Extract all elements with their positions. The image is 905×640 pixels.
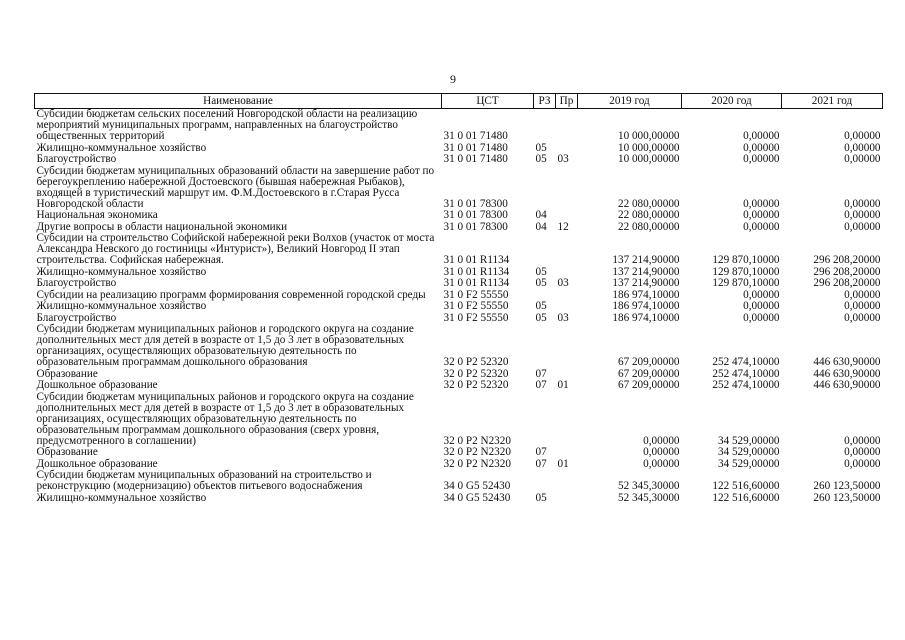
cell-2020: 0,00000 xyxy=(743,311,780,324)
cell-rz: 07 xyxy=(535,457,547,470)
cell-2019: 137 214,90000 xyxy=(612,265,680,278)
cell-2021: 0,00000 xyxy=(844,197,881,210)
cell-cst: 32 0 P2 52320 xyxy=(443,367,509,380)
cell-rz: 05 xyxy=(535,277,547,289)
table-row xyxy=(35,324,883,369)
cell-rz: 07 xyxy=(535,379,547,391)
cell-2021: 0,00000 xyxy=(844,141,881,154)
cell-2021: 0,00000 xyxy=(844,153,881,165)
cell-rz: 05 xyxy=(535,311,547,324)
header-rz: РЗ xyxy=(534,94,556,109)
cell-cst: 31 0 01 71480 xyxy=(443,153,508,165)
cell-pr: 03 xyxy=(557,277,569,289)
cell-2020: 129 870,10000 xyxy=(712,254,780,266)
cell-rz xyxy=(534,470,556,493)
cell-2021: 260 123,50000 xyxy=(813,480,881,492)
cell-2020: 0,00000 xyxy=(743,130,780,142)
cell-name: Национальная экономика xyxy=(36,209,158,221)
table-row xyxy=(35,470,883,493)
cell-cst: 31 0 01 R1134 xyxy=(443,277,510,289)
cell-cst: 32 0 P2 52320 xyxy=(443,356,509,368)
cell-2020: 252 474,10000 xyxy=(712,379,780,391)
cell-cst: 31 0 F2 55550 xyxy=(443,288,509,301)
header-2019: 2019 год xyxy=(578,94,682,109)
table-header-row xyxy=(35,94,883,109)
cell-2019: 67 209,00000 xyxy=(617,367,680,380)
cell-pr: 03 xyxy=(557,153,569,165)
header-pr: Пр xyxy=(556,94,578,109)
cell-name: Жилищно-коммунальное хозяйство xyxy=(36,265,207,278)
cell-2021: 0,00000 xyxy=(844,130,881,142)
cell-pr xyxy=(556,392,578,448)
cell-cst: 32 0 P2 52320 xyxy=(443,379,509,391)
cell-cst: 32 0 P2 N2320 xyxy=(443,434,511,447)
cell-2019: 137 214,90000 xyxy=(612,277,680,289)
cell-2020: 0,00000 xyxy=(743,288,780,301)
cell-rz: 05 xyxy=(535,265,547,278)
cell-cst: 31 0 01 78300 xyxy=(443,209,508,221)
page-number: 9 xyxy=(450,72,456,86)
cell-2020: 34 529,00000 xyxy=(717,434,780,447)
cell-cst: 34 0 G5 52430 xyxy=(443,480,511,492)
table-row xyxy=(35,210,883,222)
cell-pr xyxy=(556,324,578,369)
cell-name: Субсидии бюджетам муниципальных образований на строительство и реконструкцию (модернизацию) объектов питьевого водоснабжения xyxy=(36,469,372,492)
cell-cst: 31 0 01 R1134 xyxy=(443,265,510,278)
cell-cst: 31 0 F2 55550 xyxy=(443,300,509,312)
cell-name: Дошкольное образование xyxy=(36,379,158,391)
cell-pr xyxy=(556,166,578,211)
cell-2020: 129 870,10000 xyxy=(712,265,780,278)
cell-name: Образование xyxy=(36,367,98,380)
cell-2020: 252 474,10000 xyxy=(712,356,780,368)
cell-rz xyxy=(534,324,556,369)
cell-cst: 31 0 01 78300 xyxy=(443,220,508,233)
cell-rz xyxy=(534,392,556,448)
cell-pr: 01 xyxy=(557,379,569,391)
cell-2020: 0,00000 xyxy=(743,300,780,312)
header-cst: ЦСТ xyxy=(442,94,534,109)
cell-2020: 0,00000 xyxy=(743,197,780,210)
cell-pr xyxy=(556,290,578,302)
cell-2019: 0,00000 xyxy=(643,446,680,458)
cell-name: Жилищно-коммунальное хозяйство xyxy=(36,300,207,312)
cell-2019: 186 974,10000 xyxy=(612,288,680,301)
cell-2019: 186 974,10000 xyxy=(612,300,680,312)
cell-2019: 22 080,00000 xyxy=(617,209,680,221)
cell-name: Другие вопросы в области национальной экономики xyxy=(36,220,288,233)
cell-2020: 34 529,00000 xyxy=(717,446,780,458)
cell-cst: 31 0 F2 55550 xyxy=(443,311,509,324)
cell-2020: 0,00000 xyxy=(743,141,780,154)
cell-pr xyxy=(556,447,578,459)
cell-pr: 01 xyxy=(557,457,569,470)
cell-name: Жилищно-коммунальное хозяйство xyxy=(36,491,207,504)
cell-name: Жилищно-коммунальное хозяйство xyxy=(36,141,207,154)
cell-2021: 0,00000 xyxy=(844,457,881,470)
cell-name: Субсидии бюджетам муниципальных районов и городского округа на создание дополнительных мест для детей в возрасте от 1,5 до 3 лет в образовательных организациях, осуществляющих образовательную деятельность по образовательным программам дошкольного образования (сверх уровня, предусмотренного в соглашении) xyxy=(36,390,414,447)
table-row xyxy=(35,301,883,313)
cell-pr xyxy=(556,109,578,143)
cell-pr xyxy=(556,210,578,222)
cell-rz: 05 xyxy=(535,491,547,504)
cell-rz: 04 xyxy=(535,220,547,233)
cell-2021: 296 208,20000 xyxy=(813,265,881,278)
cell-2021: 446 630,90000 xyxy=(813,367,881,380)
cell-name: Субсидии на реализацию программ формирования современной городской среды xyxy=(36,288,426,301)
cell-2021: 296 208,20000 xyxy=(813,277,881,289)
cell-2021: 0,00000 xyxy=(844,434,881,447)
table-body xyxy=(35,109,883,505)
header-2020: 2020 год xyxy=(682,94,782,109)
table-row xyxy=(35,109,883,143)
cell-2020: 34 529,00000 xyxy=(717,457,780,470)
cell-rz xyxy=(534,109,556,143)
cell-2019: 137 214,90000 xyxy=(612,254,680,266)
table-row xyxy=(35,493,883,505)
cell-cst: 31 0 01 71480 xyxy=(443,141,508,154)
cell-pr xyxy=(556,493,578,505)
cell-pr xyxy=(556,470,578,493)
cell-rz: 07 xyxy=(535,367,547,380)
budget-table xyxy=(34,93,883,504)
cell-cst: 31 0 01 78300 xyxy=(443,197,508,210)
cell-name: Образование xyxy=(36,446,98,458)
cell-2020: 252 474,10000 xyxy=(712,367,780,380)
cell-rz: 05 xyxy=(535,300,547,312)
cell-2021: 446 630,90000 xyxy=(813,379,881,391)
cell-2019: 0,00000 xyxy=(643,457,680,470)
table-row xyxy=(35,278,883,290)
cell-2020: 0,00000 xyxy=(743,209,780,221)
cell-2019: 52 345,30000 xyxy=(617,491,680,504)
cell-2019: 67 209,00000 xyxy=(617,356,680,368)
cell-name: Благоустройство xyxy=(36,277,117,289)
cell-rz: 04 xyxy=(535,209,547,221)
cell-2021: 260 123,50000 xyxy=(813,491,881,504)
cell-2020: 129 870,10000 xyxy=(712,277,780,289)
cell-2021: 0,00000 xyxy=(844,220,881,233)
cell-name: Дошкольное образование xyxy=(36,457,158,470)
cell-pr xyxy=(556,301,578,313)
cell-2021: 0,00000 xyxy=(844,288,881,301)
cell-2021: 0,00000 xyxy=(844,209,881,221)
cell-2020: 0,00000 xyxy=(743,220,780,233)
cell-cst: 32 0 P2 N2320 xyxy=(443,446,511,458)
header-2021: 2021 год xyxy=(782,94,883,109)
cell-pr: 12 xyxy=(557,220,569,233)
cell-2019: 10 000,00000 xyxy=(617,153,680,165)
cell-2021: 0,00000 xyxy=(844,300,881,312)
header-name: Наименование xyxy=(35,94,442,109)
cell-name: Субсидии бюджетам муниципальных образований области на завершение работ по берегоукреплению набережной Достоевского (бывшая набережная Рыбаков), входящей в туристический маршрут им. Ф.М.Достоевского в г.Старая Русса Новгородской области xyxy=(36,164,435,210)
table-row xyxy=(35,392,883,448)
cell-rz xyxy=(534,233,556,267)
table-row xyxy=(35,233,883,267)
cell-2019: 22 080,00000 xyxy=(617,197,680,210)
cell-name: Субсидии бюджетам сельских поселений Новгородской области на реализацию мероприятий муниципальных программ, направленных на благоустройство общественных территорий xyxy=(36,108,418,142)
cell-rz: 07 xyxy=(535,446,547,458)
cell-2019: 186 974,10000 xyxy=(612,311,680,324)
table-row xyxy=(35,447,883,459)
cell-2021: 0,00000 xyxy=(844,446,881,458)
cell-pr: 03 xyxy=(557,311,569,324)
cell-2019: 52 345,30000 xyxy=(617,480,680,492)
cell-name: Благоустройство xyxy=(36,311,117,324)
cell-2019: 22 080,00000 xyxy=(617,220,680,233)
cell-cst: 31 0 01 71480 xyxy=(443,130,508,142)
cell-2021: 296 208,20000 xyxy=(813,254,881,266)
cell-2019: 10 000,00000 xyxy=(617,141,680,154)
cell-2019: 67 209,00000 xyxy=(617,379,680,391)
cell-rz: 05 xyxy=(535,141,547,154)
cell-2020: 0,00000 xyxy=(743,153,780,165)
cell-pr xyxy=(556,233,578,267)
cell-2020: 122 516,60000 xyxy=(712,491,780,504)
cell-rz xyxy=(534,166,556,211)
table-row xyxy=(35,380,883,392)
table-row xyxy=(35,166,883,211)
cell-cst: 32 0 P2 N2320 xyxy=(443,457,511,470)
table-row xyxy=(35,154,883,166)
cell-rz: 05 xyxy=(535,153,547,165)
cell-2019: 0,00000 xyxy=(643,434,680,447)
cell-cst: 34 0 G5 52430 xyxy=(443,491,511,504)
cell-name: Благоустройство xyxy=(36,153,117,165)
cell-name: Субсидии на строительство Софийской набережной реки Волхов (участок от моста Александра Невского до гостиницы «Интурист»), Великий Новгород II этап строительства. Софийская набережная. xyxy=(36,232,435,266)
cell-2021: 0,00000 xyxy=(844,311,881,324)
cell-cst: 31 0 01 R1134 xyxy=(443,254,510,266)
cell-2020: 122 516,60000 xyxy=(712,480,780,492)
cell-2019: 10 000,00000 xyxy=(617,130,680,142)
cell-name: Субсидии бюджетам муниципальных районов и городского округа на создание дополнительных мест для детей в возрасте от 1,5 до 3 лет в образовательных организациях, осуществляющих образовательную деятельность по образовательным программам дошкольного образования xyxy=(36,323,414,368)
cell-2021: 446 630,90000 xyxy=(813,356,881,368)
